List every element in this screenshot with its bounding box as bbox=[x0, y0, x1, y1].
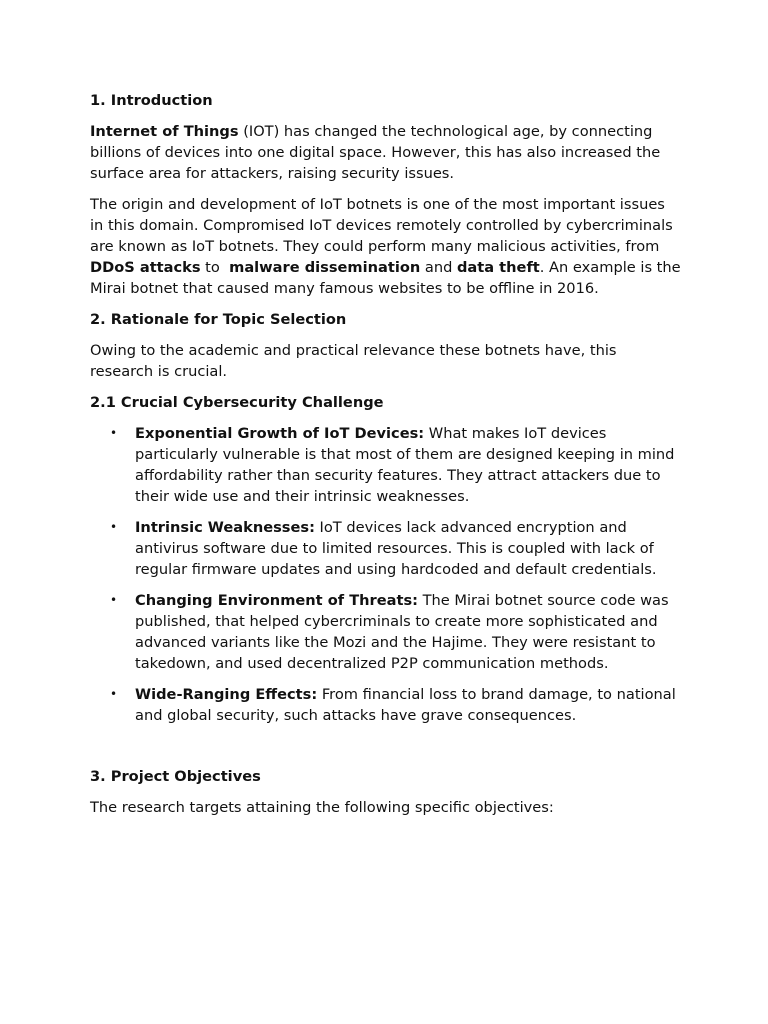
intro-paragraph-2 bbox=[90, 194, 682, 299]
list-item bbox=[90, 590, 682, 674]
bullet-title: Changing Environment of Threats: bbox=[135, 592, 418, 609]
list-item bbox=[90, 517, 682, 580]
bullet-text: The Mirai botnet source code was published, that helped cybercriminals to create more sophisticated and advanced variants like the Mozi and the Hajime. They were resistant to takedown, and used decentralized P2P communication methods. bbox=[135, 592, 669, 672]
bullet-icon: • bbox=[110, 687, 118, 701]
bullet-text: IoT devices lack advanced encryption and antivirus software due to limited resources. This is coupled with lack of regular firmware updates and using hardcoded and default credentials. bbox=[135, 519, 657, 578]
intro-paragraph-2-text-e: . An example is the Mirai botnet that caused many famous websites to be offline in 2016. bbox=[90, 259, 681, 297]
bullet-text: From financial loss to brand damage, to national and global security, such attacks have grave consequences. bbox=[135, 686, 676, 724]
intro-paragraph-1-text: (IOT) has changed the technological age, by connecting billions of devices into one digital space. However, this has also increased the surface area for attackers, raising security issues. bbox=[90, 123, 661, 182]
bullet-icon: • bbox=[110, 426, 118, 440]
bullet-title: Exponential Growth of IoT Devices: bbox=[135, 425, 425, 442]
intro-term-data-theft: data theft bbox=[456, 259, 540, 276]
rationale-paragraph: Owing to the academic and practical relevance these botnets have, this research is crucial. bbox=[90, 342, 617, 380]
objectives-paragraph: The research targets attaining the following specific objectives: bbox=[90, 799, 554, 816]
section-heading-rationale: 2. Rationale for Topic Selection bbox=[90, 311, 347, 328]
list-item bbox=[90, 684, 682, 726]
section-spacer bbox=[90, 736, 682, 766]
bullet-icon: • bbox=[110, 593, 118, 607]
intro-term-ddos: DDoS attacks bbox=[90, 259, 201, 276]
intro-term-malware: malware dissemination bbox=[229, 259, 421, 276]
bullet-icon: • bbox=[110, 520, 118, 534]
bullet-title: Wide-Ranging Effects: bbox=[135, 686, 318, 703]
section-heading-introduction: 1. Introduction bbox=[90, 92, 213, 109]
intro-paragraph-2-text-c: to bbox=[200, 259, 230, 276]
list-item bbox=[90, 423, 682, 507]
challenge-bullet-list bbox=[90, 423, 682, 726]
intro-paragraph-2-text-a: The origin and development of IoT botnets is one of the most important issues in this domain. Compromised IoT devices remotely controlled by cybercriminals are known as IoT botnets. They could perform many malicious activities, from bbox=[90, 196, 673, 255]
intro-term-iot: Internet of Things bbox=[90, 123, 239, 140]
subsection-heading-challenge: 2.1 Crucial Cybersecurity Challenge bbox=[90, 394, 384, 411]
intro-paragraph-1 bbox=[90, 121, 682, 184]
intro-paragraph-2-text-d: and bbox=[420, 259, 457, 276]
bullet-title: Intrinsic Weaknesses: bbox=[135, 519, 315, 536]
document-page bbox=[90, 90, 682, 828]
section-heading-objectives: 3. Project Objectives bbox=[90, 768, 261, 785]
bullet-text: What makes IoT devices particularly vulnerable is that most of them are designed keeping in mind affordability rather than security features. They attract attackers due to their wide use and their intrinsic weaknesses. bbox=[135, 425, 675, 505]
